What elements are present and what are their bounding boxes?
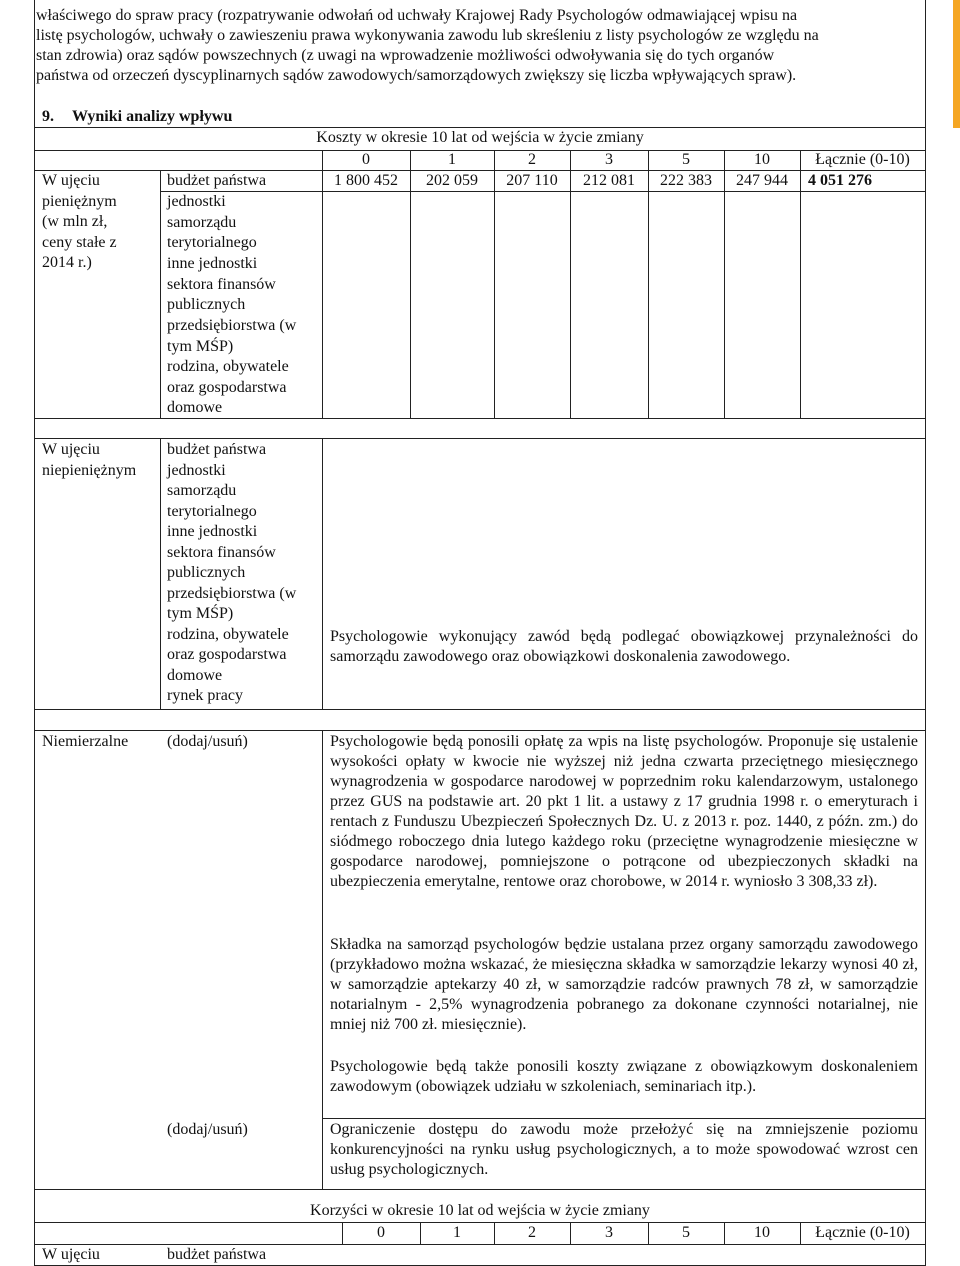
row-label-local-gov: jednostki samorządu terytorialnego [167,193,257,251]
section-title: Wyniki analizy wpływu [72,108,233,125]
col-sep-nm-text [322,438,323,709]
b-year-0: 0 [377,1224,385,1241]
year-1: 1 [448,151,456,168]
col-sep-nm-label [160,438,161,709]
b-year-10: 10 [754,1224,770,1241]
intro-line-4: państwa od orzeczeń dyscyplinarnych sądów zawodowych/samorządowych zwiększy się liczba wpływających spraw). [36,67,797,84]
rule-unmeasurable-mid [322,1118,926,1119]
add-remove-link-2[interactable]: (dodaj/usuń) [167,1121,248,1138]
value-budget-2: 207 110 [506,172,558,189]
row-label-other-public: inne jednostki sektora finansów publicznych [167,255,276,313]
border-left [34,0,35,1266]
col-sep-label [160,170,161,418]
edge-accent [953,0,960,128]
year-10: 10 [754,151,770,168]
border-right [925,0,926,1266]
benefits-header: Korzyści w okresie 10 lat od wejścia w życie zmiany [310,1202,650,1219]
col-sep-unmeasurable [322,730,323,1189]
year-3: 3 [605,151,613,168]
value-budget-1: 202 059 [426,172,478,189]
b-year-1: 1 [453,1224,461,1241]
value-budget-5: 222 383 [660,172,712,189]
b-year-3: 3 [605,1224,613,1241]
unmeasurable-text-1: Psychologowie będą ponosili opłatę za wpis na listę psychologów. Proponuje się ustalenie wysokości opłaty w kwocie nie wyższej niż jedna czwarta przeciętnego miesięcznego wynagrodzenia w gospodarce narodowej w poprzednim roku kalendarzowym, ustalonego przez GUS na podstawie art. 20 pkt 1 lit. a ustawy z 17 grudnia 1998 r. o emeryturach i rentach z Funduszu Ubezpieczeń Społecznych Dz. U. z 2013 r. poz. 1440, z późn. zm.) do siódmego roboczego dnia lutego każdego roku (przeciętne wynagrodzenie miesięczne w gospodarce narodowej, pomniejszone o potrącone od ubezpieczonych składki na ubezpieczenia emerytalne, rentowe oraz chorobowe, w 2014 r. wyniosło 3 308,33 zł). [330,733,918,890]
nonmonetary-rows: budżet państwa jednostki samorządu terytorialnego inne jednostki sektora finansów publicznych przedsiębiorstwa (w tym MŚP) rodzina, obywatele oraz gospodarstwa domowe rynek pracy [167,441,297,704]
monetary-label: W ujęciu pieniężnym (w mln zł, ceny stałe z 2014 r.) [42,172,117,271]
year-2: 2 [528,151,536,168]
unmeasurable-label: Niemierzalne [42,733,129,750]
benefits-first-row: budżet państwa [167,1246,267,1263]
row-label-enterprises: przedsiębiorstwa (w tym MŚP) [167,317,297,355]
b-year-total: Łącznie (0-10) [815,1224,910,1241]
rule-unmeasurable-end [34,1189,926,1190]
row-label-budget: budżet państwa [167,172,267,189]
rule-unmeasurable-start [34,730,926,731]
year-5: 5 [682,151,690,168]
year-0: 0 [362,151,370,168]
intro-line-1: właściwego do spraw pracy (rozpatrywanie odwołań od uchwały Krajowej Rady Psychologów odmawiającej wpisu na [36,7,798,24]
costs-header: Koszty w okresie 10 lat od wejścia w życie zmiany [316,129,644,146]
value-budget-3: 212 081 [583,172,635,189]
benefits-first-label: W ujęciu [42,1246,100,1263]
b-year-2: 2 [528,1224,536,1241]
value-budget-0: 1 800 452 [334,172,398,189]
nonmonetary-label: W ujęciu niepieniężnym [42,441,137,479]
value-budget-10: 247 944 [736,172,788,189]
section-number: 9. [42,108,54,125]
year-total: Łącznie (0-10) [815,151,910,168]
nonmonetary-note: Psychologowie wykonujący zawód będą podlegać obowiązkowej przynależności do samorządu zawodowego oraz obowiązkowi doskonalenia zawodowego. [330,628,918,665]
rule-nonmonetary-end [34,709,926,710]
row-label-households: rodzina, obywatele oraz gospodarstwa domowe [167,358,289,416]
unmeasurable-text-4: Ograniczenie dostępu do zawodu może przełożyć się na zmniejszenie poziomu konkurencyjności na rynku usług psychologicznych, a to może spowodować wzrost cen usług psychologicznych. [330,1121,918,1178]
rule-row-1 [160,191,926,192]
b-year-5: 5 [682,1224,690,1241]
add-remove-link-1[interactable]: (dodaj/usuń) [167,733,248,750]
rule-nonmonetary-start [34,438,926,439]
unmeasurable-text-2: Składka na samorząd psychologów będzie ustalana przez organy samorządu zawodowego (przykładowo można wskazać, że miesięczna składka w samorządzie lekarzy wynosi 40 zł, w samorządzie aptekarzy 40 zł, w samorządzie radców prawnych 78 zł, w samorządzie notarialnym - 2,5% wynagrodzenia pobranego za dokonane czynności notarialnej, nie mniej niż 700 zł. miesięcznie). [330,936,918,1033]
intro-line-2: listę psychologów, uchwały o zawieszeniu prawa wykonywania zawodu lub skreśleniu z listy psychologów ze względu na [36,27,819,44]
value-budget-total: 4 051 276 [808,172,872,189]
intro-line-3: stan zdrowia) oraz sądów powszechnych (z uwagi na wprowadzenie możliwości odwoływania się do tych organów [36,47,775,64]
unmeasurable-text-3: Psychologowie będą także ponosili koszty związane z obowiązkowym doskonaleniem zawodowym (obowiązek udziału w szkoleniach, seminariach itp.). [330,1058,918,1095]
